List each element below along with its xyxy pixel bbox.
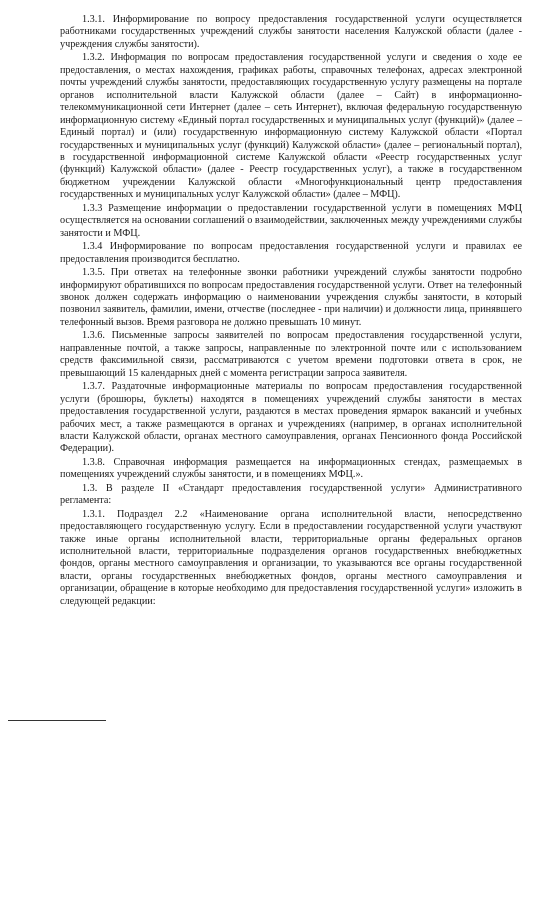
paragraph-1-3-5: 1.3.5. При ответах на телефонные звонки работники учреждений службы занятости подробно информируют обратившихся по вопросам предоставления государственной услуги. Ответ на телефонный звонок должен содержать информацию о наименовании учреждения службы занятости, в который позвонил заявитель, фамилии, имени, отчестве (последнее - при наличии) и должности лица, принявшего телефонный вызов. Время разговора не должно превышать 10 минут. [60,267,522,328]
paragraph-1-3-1: 1.3.1. Информирование по вопросу предоставления государственной услуги осуществляется работниками государственных учреждений службы занятости населения Калужской области (далее - учреждения службы занятости). [60,14,522,50]
paragraph-1-3-7: 1.3.7. Раздаточные информационные материалы по вопросам предоставления государственной услуги (брошюры, буклеты) находятся в помещениях учреждений службы занятости в местах предоставления государственной услуги, раздаются в местах проведения ярмарок вакансий и учебных рабочих мест, а также размещаются в органах и учреждениях (например, в органах исполнительной власти Калужской области, органах местного самоуправления, органах Пенсионного фонда Российской Федерации). [60,381,522,455]
paragraph-section-ii-amendment: 1.3. В разделе II «Стандарт предоставления государственной услуги» Административного регламента: [60,482,522,507]
paragraph-1-3-3: 1.3.3 Размещение информации о предоставлении государственной услуги в помещениях МФЦ осуществляется на основании соглашений о взаимодействии, заключенных между учреждениями службы занятости и МФЦ. [60,202,522,239]
paragraph-1-3-8: 1.3.8. Справочная информация размещается на информационных стендах, размещаемых в помещениях учреждений службы занятости, и в помещениях МФЦ.». [60,456,522,481]
document-body [60,14,522,609]
footnote-separator-line [8,720,106,721]
paragraph-1-3-4: 1.3.4 Информирование по вопросам предоставления государственной услуги и правилах ее предоставления производится бесплатно. [60,241,522,265]
paragraph-1-3-2: 1.3.2. Информация по вопросам предоставления государственной услуги и сведения о ходе ее предоставления, о местах нахождения, графиках работы, справочных телефонах, адресах электронной почты учреждений службы занятости, предоставляющих государственную услугу размещены на портале органов исполнительной власти Калужской области (далее – Сайт) в информационно-телекоммуникационной сети Интернет (далее – сеть Интернет), включая федеральную государственную информационную систему «Единый портал государственных и муниципальных услуг (функций)» (далее – Единый портал) и (или) государственную информационную систему Калужской области «Портал государственных и муниципальных услуг (функций) Калужской области» (далее – региональный портал), в государственной информационной системе Калужской области «Реестр государственных услуг (функций) Калужской области» (далее - Реестр государственных услуг), а также в государственном бюджетном учреждении Калужской области «Многофункциональный центр предоставления государственных и муниципальных услуг Калужской области» (далее – МФЦ). [60,52,522,201]
paragraph-1-3-6: 1.3.6. Письменные запросы заявителей по вопросам предоставления государственной услуги, направленные почтой, а также запросы, направленные по электронной почте или с использованием средств факсимильной связи, рассматриваются с учетом времени подготовки ответа в срок, не превышающий 15 календарных дней с момента регистрации запроса заявителя. [60,330,522,379]
paragraph-subsection-2-2: 1.3.1. Подраздел 2.2 «Наименование органа исполнительной власти, непосредственно предоставляющего государственную услугу. Если в предоставлении государственной услуги участвуют также иные органы исполнительной власти, территориальные органы федеральных органов исполнительной власти, территориальные подразделения органов государственных внебюджетных фондов, органы местного самоуправления и организации, то указываются все органы государственной власти, органы государственных внебюджетных фондов, органы местного самоуправления и организации, обращение в которые необходимо для предоставления государственной услуги» изложить в следующей редакции: [60,508,522,607]
